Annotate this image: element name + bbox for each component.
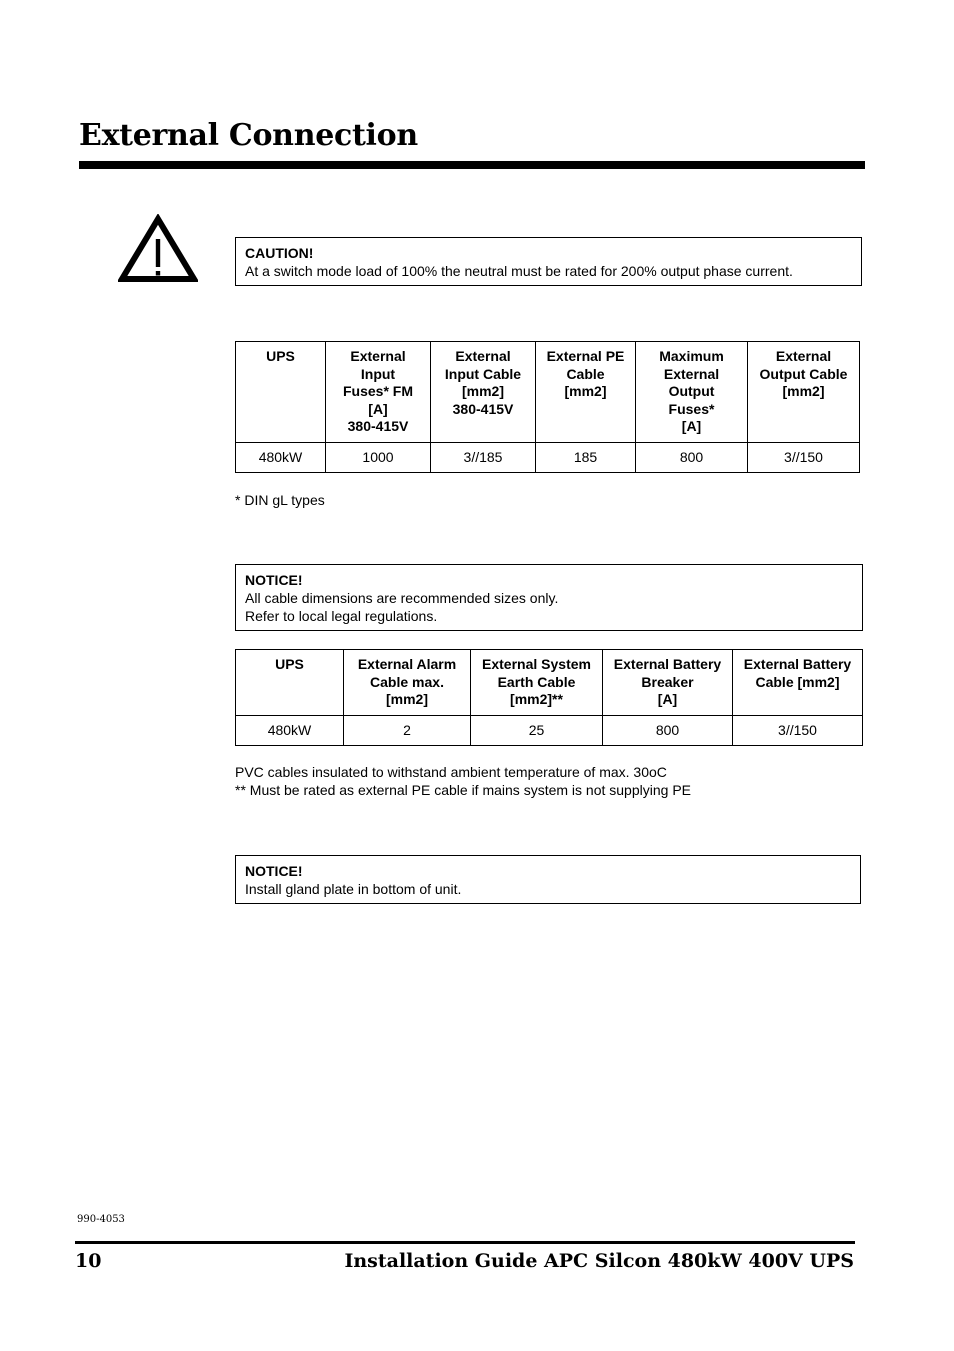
column-header xyxy=(748,342,860,443)
column-header-line: [mm2] xyxy=(782,383,825,399)
column-header-line: 380-415V xyxy=(452,400,514,417)
table-cell: 185 xyxy=(536,443,636,473)
notice-cable-dimensions xyxy=(235,564,863,631)
title-rule xyxy=(79,161,865,169)
column-header-line: [mm2] xyxy=(461,383,504,399)
column-header-line: External xyxy=(663,365,720,382)
footer-rule xyxy=(75,1241,855,1244)
column-header-line: External xyxy=(455,348,511,364)
page-number: 10 xyxy=(75,1250,102,1272)
column-header xyxy=(236,650,344,716)
column-header-line: 380-415V xyxy=(347,418,409,434)
table-cell: 3//185 xyxy=(431,443,536,473)
column-header-line: [mm2] xyxy=(385,691,428,707)
column-header-line: [A] xyxy=(681,418,702,434)
column-header xyxy=(536,342,636,443)
caution-heading: CAUTION! xyxy=(245,245,314,261)
column-header xyxy=(603,650,733,716)
table-cell: 25 xyxy=(471,716,603,746)
warning-triangle-icon xyxy=(118,214,198,284)
column-header-line: Breaker xyxy=(641,673,694,690)
column-header-line: [A] xyxy=(368,400,388,417)
table-row xyxy=(236,443,860,473)
column-header-line: External xyxy=(775,348,832,364)
column-header-line: Output Cable xyxy=(759,365,848,382)
column-header-line: Cable xyxy=(566,365,605,382)
column-header-line: Cable [mm2] xyxy=(755,673,840,690)
column-header xyxy=(344,650,471,716)
pvc-cable-note: PVC cables insulated to withstand ambient temperature of max. 30oC xyxy=(235,764,667,780)
column-header xyxy=(236,342,326,443)
footer-title: Installation Guide APC Silcon 480kW 400V UPS xyxy=(344,1250,854,1272)
notice-line: Refer to local legal regulations. xyxy=(245,608,438,624)
table-cell: 480kW xyxy=(236,443,326,473)
column-header-line: Output xyxy=(668,383,715,399)
table-cell: 3//150 xyxy=(748,443,860,473)
column-header-line: External xyxy=(350,348,406,364)
column-header xyxy=(431,342,536,443)
caution-text: At a switch mode load of 100% the neutral must be rated for 200% output phase current. xyxy=(245,263,793,279)
table-cell: 800 xyxy=(603,716,733,746)
column-header xyxy=(471,650,603,716)
column-header-line: Input xyxy=(360,365,396,382)
notice-line: All cable dimensions are recommended sizes only. xyxy=(245,590,559,606)
column-header-line: [A] xyxy=(657,691,678,707)
table-row xyxy=(236,716,863,746)
column-header-line: [mm2] xyxy=(564,383,607,399)
column-header xyxy=(636,342,748,443)
column-header-line: Fuses* FM xyxy=(342,383,413,399)
column-header-line: Fuses* xyxy=(668,400,715,417)
table-cell: 480kW xyxy=(236,716,344,746)
column-header-line: Cable max. xyxy=(370,673,444,690)
column-header-line: Input Cable xyxy=(444,365,522,382)
page-title: External Connection xyxy=(79,118,418,153)
table-header-row xyxy=(236,650,863,716)
table-cell: 3//150 xyxy=(733,716,863,746)
table-cell: 1000 xyxy=(326,443,431,473)
column-header-line: External PE xyxy=(546,348,625,364)
column-header-line: UPS xyxy=(266,348,295,364)
table-header-row xyxy=(236,342,860,443)
column-header-line: Maximum xyxy=(659,348,724,364)
notice-heading: NOTICE! xyxy=(245,863,303,879)
notice-line: Install gland plate in bottom of unit. xyxy=(245,881,462,897)
table1-footnote: * DIN gL types xyxy=(235,492,325,508)
column-header xyxy=(733,650,863,716)
input-output-fuses-table xyxy=(235,341,860,473)
column-header-line: UPS xyxy=(275,656,304,672)
column-header xyxy=(326,342,431,443)
table-cell: 800 xyxy=(636,443,748,473)
column-header-line: External System xyxy=(482,656,591,672)
notice-heading: NOTICE! xyxy=(245,572,303,588)
caution-box xyxy=(235,237,862,286)
notice-gland-plate xyxy=(235,855,861,904)
column-header-line: External Battery xyxy=(743,656,852,672)
alarm-earth-battery-table xyxy=(235,649,863,746)
document-code: 990-4053 xyxy=(77,1214,125,1225)
pe-cable-note: ** Must be rated as external PE cable if mains system is not supplying PE xyxy=(235,782,691,798)
column-header-line: External Alarm xyxy=(357,656,457,672)
column-header-line: [mm2]** xyxy=(510,691,563,707)
column-header-line: Earth Cable xyxy=(497,673,576,690)
table-cell: 2 xyxy=(344,716,471,746)
column-header-line: External Battery xyxy=(613,656,722,672)
